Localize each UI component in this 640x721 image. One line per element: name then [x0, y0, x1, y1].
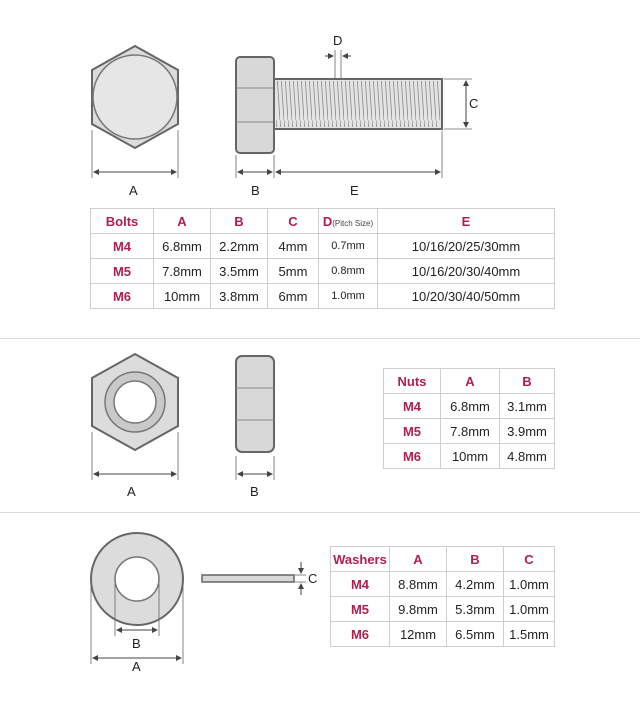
washers-row-size: M5 [331, 597, 390, 622]
washers-row-size: M4 [331, 572, 390, 597]
bolt-head-front-view [92, 46, 178, 148]
bolts-cell-d: 0.8mm [319, 259, 378, 284]
washers-spec-table [330, 546, 555, 647]
bolts-row-size: M4 [91, 234, 154, 259]
table-row [384, 419, 555, 444]
bolts-cell-e: 10/20/30/40/50mm [378, 284, 555, 309]
table-row [331, 597, 555, 622]
bolts-cell-a: 10mm [154, 284, 211, 309]
nuts-header-b: B [500, 369, 555, 394]
nuts-row-size: M5 [384, 419, 441, 444]
washers-cell-b: 5.3mm [447, 597, 504, 622]
bolts-header-name: Bolts [91, 209, 154, 234]
bolts-cell-b: 3.5mm [211, 259, 268, 284]
bolts-row-size: M6 [91, 284, 154, 309]
bolts-header-d-note: (Pitch Size) [332, 218, 374, 228]
nuts-row-size: M4 [384, 394, 441, 419]
bolts-header-e: E [378, 209, 555, 234]
bolts-header-d [319, 209, 378, 234]
washers-header-c: C [504, 547, 555, 572]
washers-cell-c: 1.0mm [504, 597, 555, 622]
washers-header-name: Washers [331, 547, 390, 572]
nuts-cell-a: 6.8mm [441, 394, 500, 419]
table-header-row [331, 547, 555, 572]
washers-cell-a: 9.8mm [390, 597, 447, 622]
washer-side-view [202, 575, 294, 582]
table-row [91, 234, 555, 259]
bolts-cell-e: 10/16/20/25/30mm [378, 234, 555, 259]
table-row [91, 284, 555, 309]
washers-cell-a: 8.8mm [390, 572, 447, 597]
washers-cell-b: 4.2mm [447, 572, 504, 597]
nut-side-view [236, 356, 274, 452]
bolt-side-view [236, 57, 442, 153]
table-row [331, 622, 555, 647]
bolts-cell-c: 5mm [268, 259, 319, 284]
bolts-cell-a: 6.8mm [154, 234, 211, 259]
nut-dim-a-label: A [127, 484, 136, 499]
bolts-row-size: M5 [91, 259, 154, 284]
nuts-cell-a: 10mm [441, 444, 500, 469]
section-divider [0, 512, 640, 513]
bolts-header-c: C [268, 209, 319, 234]
table-row [91, 259, 555, 284]
table-row [331, 572, 555, 597]
nuts-cell-b: 4.8mm [500, 444, 555, 469]
nuts-header-name: Nuts [384, 369, 441, 394]
table-row [384, 444, 555, 469]
bolts-cell-e: 10/16/20/30/40mm [378, 259, 555, 284]
washer-dim-b-label: B [132, 636, 141, 651]
bolts-spec-table [90, 208, 555, 309]
bolts-cell-c: 6mm [268, 284, 319, 309]
washer-front-view [91, 533, 183, 625]
washers-row-size: M6 [331, 622, 390, 647]
washers-cell-c: 1.5mm [504, 622, 555, 647]
nuts-cell-b: 3.1mm [500, 394, 555, 419]
bolts-cell-d: 1.0mm [319, 284, 378, 309]
bolts-header-d-text: D [322, 213, 333, 229]
nut-front-view [92, 354, 178, 450]
nuts-spec-table [383, 368, 555, 469]
bolts-cell-b: 3.8mm [211, 284, 268, 309]
bolts-cell-a: 7.8mm [154, 259, 211, 284]
washers-header-a: A [390, 547, 447, 572]
section-divider [0, 338, 640, 339]
bolt-dim-c-label: C [469, 96, 479, 111]
table-header-row [384, 369, 555, 394]
nuts-header-a: A [441, 369, 500, 394]
nut-dim-b-label: B [250, 484, 259, 499]
washers-cell-c: 1.0mm [504, 572, 555, 597]
table-row [384, 394, 555, 419]
washers-cell-b: 6.5mm [447, 622, 504, 647]
bolt-dim-d-label: D [333, 33, 343, 48]
bolts-cell-d: 0.7mm [319, 234, 378, 259]
washer-dim-c-label: C [308, 571, 318, 586]
bolts-header-b: B [211, 209, 268, 234]
bolt-dim-b-label: B [251, 183, 260, 198]
bolts-header-a: A [154, 209, 211, 234]
washers-cell-a: 12mm [390, 622, 447, 647]
washer-dim-a-label: A [132, 659, 141, 674]
nuts-row-size: M6 [384, 444, 441, 469]
nuts-cell-a: 7.8mm [441, 419, 500, 444]
bolt-dim-e-label: E [350, 183, 359, 198]
nuts-cell-b: 3.9mm [500, 419, 555, 444]
bolts-cell-b: 2.2mm [211, 234, 268, 259]
bolt-drawing [0, 0, 640, 200]
bolt-dim-a-label: A [129, 183, 138, 198]
bolts-cell-c: 4mm [268, 234, 319, 259]
table-header-row [91, 209, 555, 234]
washers-header-b: B [447, 547, 504, 572]
